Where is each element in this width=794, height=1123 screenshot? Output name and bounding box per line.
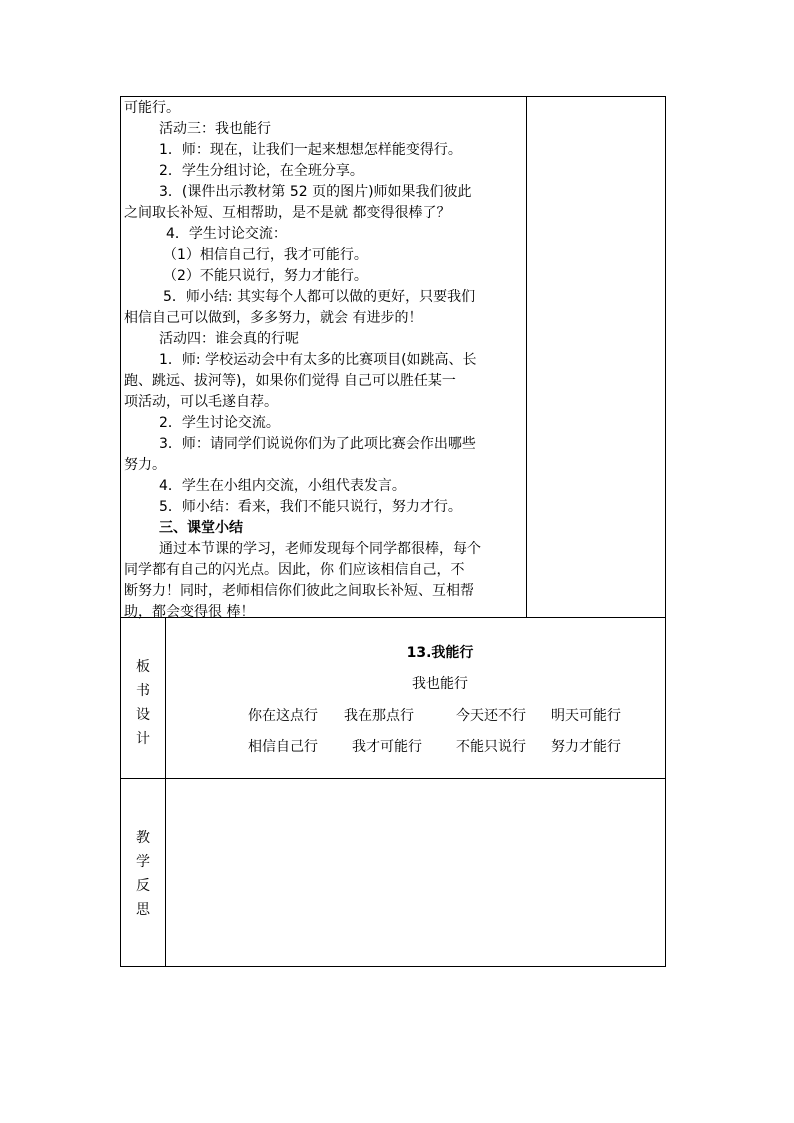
text-line: 努力。 xyxy=(124,457,166,473)
text-line: 跑、跳远、拔河等)，如果你们觉得 自己可以胜任某一 xyxy=(124,373,456,389)
text-line: 助，都会变得很 棒！ xyxy=(124,604,255,620)
text-line: 通过本节课的学习，老师发现每个同学都很棒，每个 xyxy=(159,541,481,557)
text-line: 同学都有自己的闪光点。因此，你 们应该相信自己，不 xyxy=(124,562,465,578)
label-char: 板 xyxy=(136,659,150,675)
section-heading: 三、课堂小结 xyxy=(159,520,243,536)
label-char: 反 xyxy=(136,878,150,894)
activity-heading: 活动四：谁会真的行呢 xyxy=(159,331,299,347)
text-line: 5．师小结：看来，我们不能只说行，努力才行。 xyxy=(159,499,462,515)
label-char: 思 xyxy=(136,902,150,918)
text-line: 2．学生讨论交流。 xyxy=(159,415,280,431)
text-line: 项活动，可以毛遂自荐。 xyxy=(124,394,278,410)
text-line: 4．学生在小组内交流，小组代表发言。 xyxy=(159,478,406,494)
text-line: 4．学生讨论交流： xyxy=(166,226,287,242)
board-item: 努力才能行 xyxy=(551,739,621,755)
activity-heading: 活动三：我也能行 xyxy=(159,121,271,137)
board-item: 不能只说行 xyxy=(456,739,526,755)
board-item: 我才可能行 xyxy=(352,739,422,755)
text-line: 断努力！同时，老师相信你们彼此之间取长补短、互相帮 xyxy=(124,583,474,599)
label-char: 学 xyxy=(136,854,150,870)
board-item: 你在这点行 xyxy=(248,708,318,724)
text-line: （2）不能只说行，努力才能行。 xyxy=(163,268,368,284)
text-line: 2．学生分组讨论，在全班分享。 xyxy=(159,163,364,179)
label-char: 设 xyxy=(136,707,150,723)
right-column-divider xyxy=(526,96,527,618)
text-line: 3．(课件出示教材第 52 页的图片)师如果我们彼此 xyxy=(159,184,472,200)
text-line: 之间取长补短、互相帮助，是不是就 都变得很棒了？ xyxy=(124,205,451,221)
text-line: 相信自己可以做到，多多努力，就会 有进步的！ xyxy=(124,310,423,326)
text-line: 1．师：现在，让我们一起来想想怎样能变得行。 xyxy=(159,142,462,158)
label-char: 计 xyxy=(136,731,150,747)
text-line: 1．师: 学校运动会中有太多的比赛项目(如跳高、长 xyxy=(159,352,477,368)
label-char: 书 xyxy=(136,683,150,699)
board-item: 明天可能行 xyxy=(551,708,621,724)
board-item: 相信自己行 xyxy=(248,739,318,755)
reflection-content xyxy=(166,779,665,966)
text-line: 5．师小结: 其实每个人都可以做的更好，只要我们 xyxy=(163,289,476,305)
label-char: 教 xyxy=(136,830,150,846)
text-line: （1）相信自己行，我才可能行。 xyxy=(163,247,368,263)
board-subtitle: 我也能行 xyxy=(412,676,468,692)
text-line: 可能行。 xyxy=(124,100,180,116)
board-title: 13.我能行 xyxy=(406,645,474,661)
text-line: 3．师：请同学们说说你们为了此项比赛会作出哪些 xyxy=(159,436,476,452)
board-item: 今天还不行 xyxy=(456,708,526,724)
board-item: 我在那点行 xyxy=(344,708,414,724)
